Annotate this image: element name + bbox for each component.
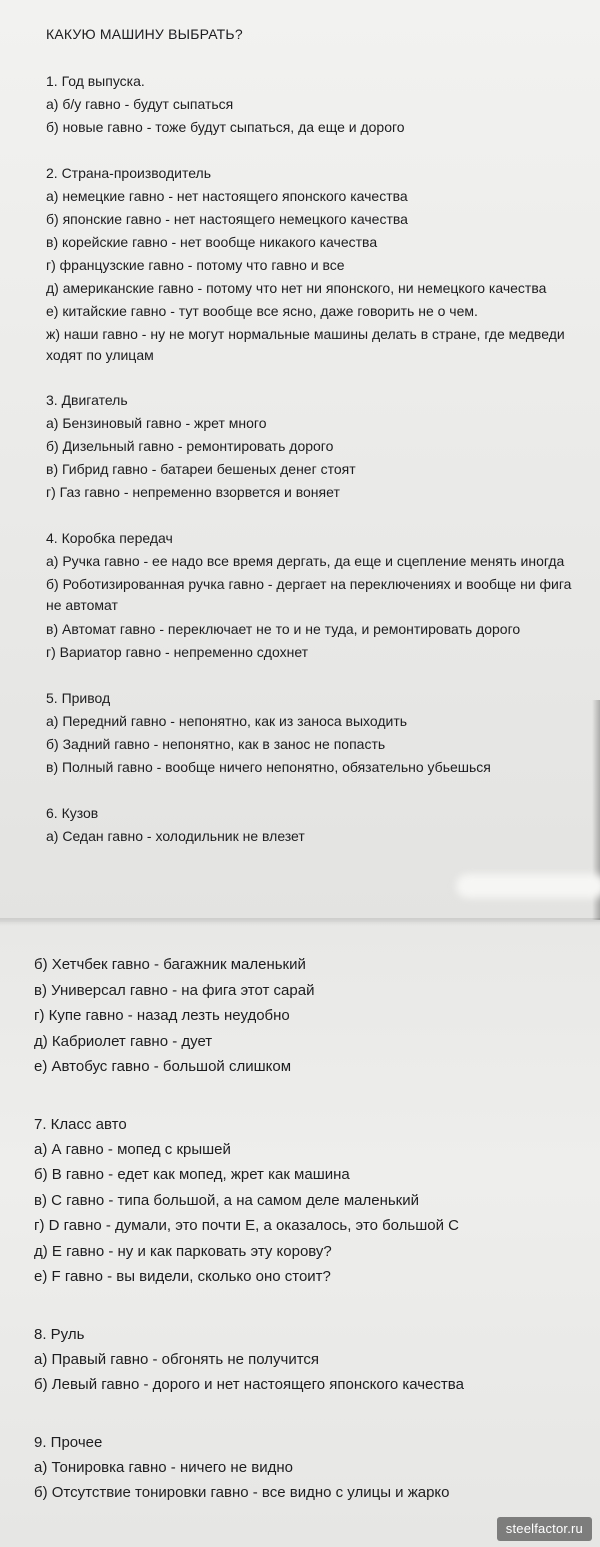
section-heading: 2. Страна-производитель bbox=[46, 165, 212, 181]
section-body-continued bbox=[34, 952, 600, 1080]
list-item: б) японские гавно - нет настоящего немецкого качества bbox=[46, 211, 408, 227]
section-heading: 9. Прочее bbox=[34, 1433, 103, 1451]
list-item: б) Левый гавно - дорого и нет настоящего японского качества bbox=[34, 1376, 464, 1393]
list-item: е) Автобус гавно - большой слишком bbox=[34, 1058, 292, 1075]
section-steering bbox=[34, 1322, 600, 1398]
list-item: д) американские гавно - потому что нет ни японского, ни немецкого качества bbox=[46, 280, 547, 296]
list-item: а) Ручка гавно - ее надо все время дергать, да еще и сцепление менять иногда bbox=[46, 553, 565, 569]
list-item: а) Передний гавно - непонятно, как из заноса выходить bbox=[46, 713, 408, 729]
list-item: а) Бензиновый гавно - жрет много bbox=[46, 415, 267, 431]
list-item: б) Дизельный гавно - ремонтировать дорого bbox=[46, 438, 334, 454]
list-item: а) Тонировка гавно - ничего не видно bbox=[34, 1458, 293, 1476]
list-item: г) Газ гавно - непременно взорвется и воняет bbox=[46, 484, 340, 500]
blurred-area bbox=[456, 874, 600, 898]
list-item: в) С гавно - типа большой, а на самом деле маленький bbox=[34, 1191, 419, 1209]
list-item: ж) наши гавно - ну не могут нормальные машины делать в стране, где медведи ходят по улицам bbox=[46, 326, 565, 363]
section-heading: 3. Двигатель bbox=[46, 392, 128, 408]
list-item: б) Задний гавно - непонятно, как в занос не попасть bbox=[46, 736, 386, 752]
list-item: в) корейские гавно - нет вообще никакого качества bbox=[46, 234, 378, 250]
list-item: а) Правый гавно - обгонять не получится bbox=[34, 1350, 320, 1368]
list-item: б) Хетчбек гавно - багажник маленький bbox=[34, 956, 306, 973]
list-item: д) Кабриолет гавно - дует bbox=[34, 1032, 213, 1050]
list-item: б) Отсутствие тонировки гавно - все видно с улицы и жарко bbox=[34, 1484, 450, 1501]
list-item: б) В гавно - едет как мопед, жрет как машина bbox=[34, 1166, 350, 1183]
section-heading: 1. Год выпуска. bbox=[46, 73, 145, 89]
list-item: а) б/у гавно - будут сыпаться bbox=[46, 96, 234, 112]
list-item: в) Полный гавно - вообще ничего непонятно, обязательно убьешься bbox=[46, 759, 491, 775]
list-item: а) Седан гавно - холодильник не влезет bbox=[46, 828, 305, 844]
document-title: КАКУЮ МАШИНУ ВЫБРАТЬ? bbox=[46, 26, 243, 42]
section-heading: 8. Руль bbox=[34, 1325, 85, 1343]
list-item: д) Е гавно - ну и как парковать эту корову? bbox=[34, 1242, 332, 1260]
section-heading: 4. Коробка передач bbox=[46, 530, 173, 546]
section-heading: 6. Кузов bbox=[46, 805, 99, 821]
section-class bbox=[34, 1112, 600, 1290]
list-item: г) Купе гавно - назад лезть неудобно bbox=[34, 1007, 290, 1024]
page-bottom bbox=[0, 922, 600, 1547]
list-item: в) Автомат гавно - переключает не то и не туда, и ремонтировать дорого bbox=[46, 621, 521, 637]
list-item: е) F гавно - вы видели, сколько оно стоит? bbox=[34, 1268, 331, 1285]
list-item: г) D гавно - думали, это почти Е, а оказалось, это большой С bbox=[34, 1217, 460, 1234]
section-heading: 5. Привод bbox=[46, 690, 111, 706]
list-item: а) А гавно - мопед с крышей bbox=[34, 1140, 231, 1158]
section-gearbox bbox=[46, 527, 600, 664]
list-item: в) Гибрид гавно - батареи бешеных денег стоят bbox=[46, 461, 356, 477]
list-item: в) Универсал гавно - на фига этот сарай bbox=[34, 981, 315, 999]
watermark-badge: steelfactor.ru bbox=[497, 1517, 592, 1541]
list-item: г) французские гавно - потому что гавно и все bbox=[46, 257, 345, 273]
section-country bbox=[46, 162, 600, 366]
section-body bbox=[46, 802, 600, 848]
section-other bbox=[34, 1430, 600, 1506]
page-divider bbox=[0, 918, 600, 926]
list-item: б) Роботизированная ручка гавно - дергает на переключениях и вообще ни фига не автомат bbox=[46, 576, 572, 613]
list-item: е) китайские гавно - тут вообще все ясно, даже говорить не о чем. bbox=[46, 303, 478, 319]
list-item: а) немецкие гавно - нет настоящего японского качества bbox=[46, 188, 408, 204]
list-item: г) Вариатор гавно - непременно сдохнет bbox=[46, 644, 309, 660]
section-drive bbox=[46, 687, 600, 779]
list-item: б) новые гавно - тоже будут сыпаться, да еще и дорого bbox=[46, 119, 405, 135]
section-year bbox=[46, 70, 600, 139]
section-engine bbox=[46, 389, 600, 504]
section-heading: 7. Класс авто bbox=[34, 1115, 127, 1133]
